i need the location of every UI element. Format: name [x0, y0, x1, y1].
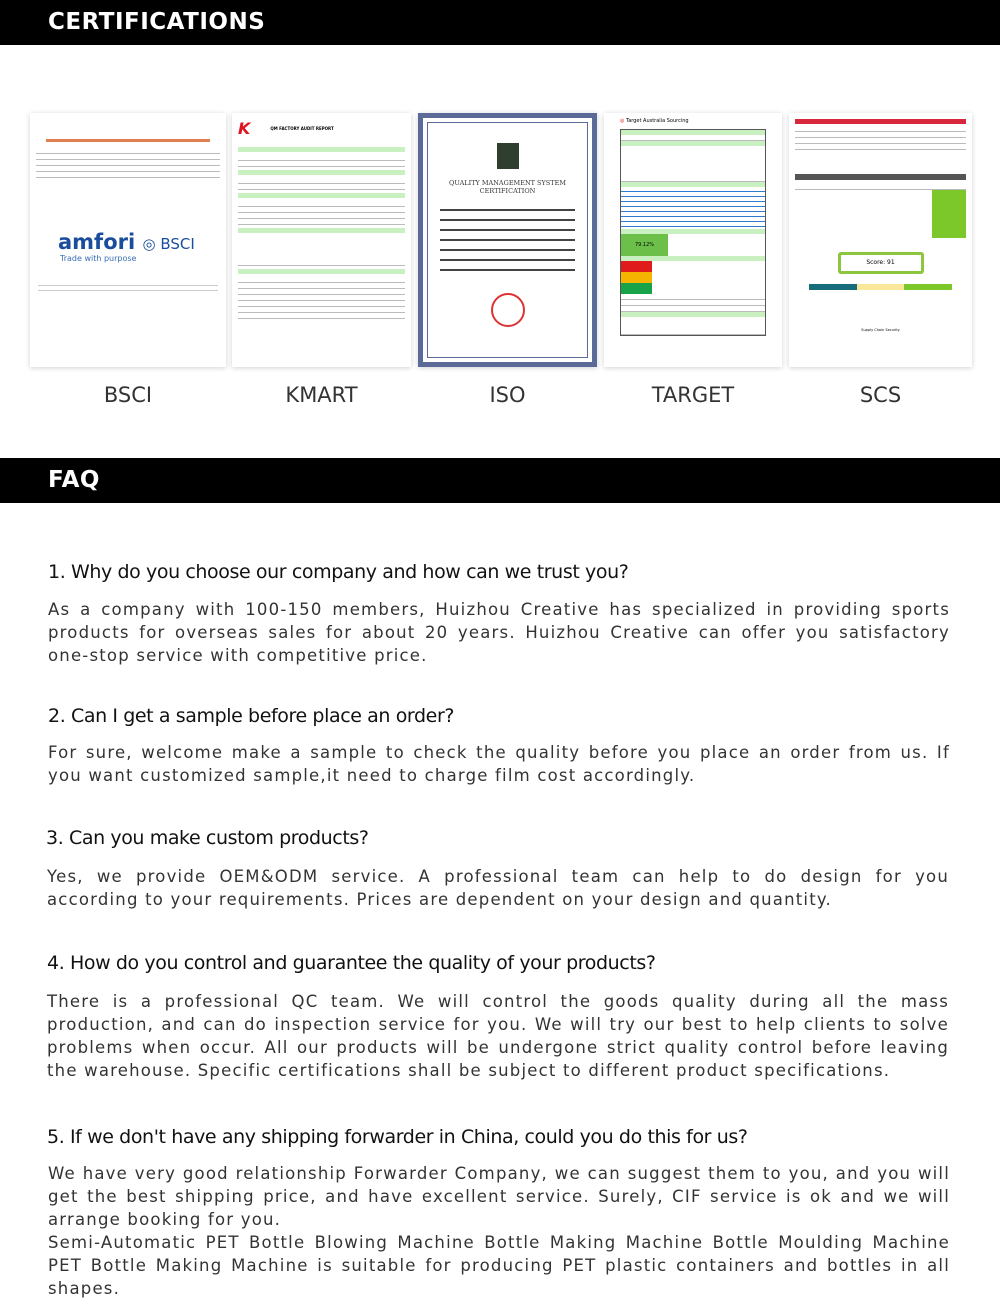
faq-answer-5-text: We have very good relationship Forwarder Company, we can suggest them to you, and you will get the best shipping price, and have excellent service. Surely, CIF service is ok and we will arrange booking for you.	[48, 1164, 950, 1229]
faq-question-2: 2. Can I get a sample before place an order?	[48, 705, 455, 727]
target-certificate-image: ◎ Target Australia Sourcing 79.12%	[604, 113, 782, 367]
iso-label: ISO	[489, 383, 526, 407]
faq-answer-5	[48, 1162, 950, 1300]
amfori-logo: amfori ◎ BSCI	[58, 230, 195, 254]
faq-answer-4: There is a professional QC team. We will control the goods quality during all the mass production, and can do inspection service for you. We will try our best to help clients to solve problems when occur. All our products will be undergone strict quality control before leaving the warehouse. Specific certifications shall be subject to different product specifications.	[47, 992, 949, 1080]
faq-question-1: 1. Why do you choose our company and how can we trust you?	[48, 561, 629, 583]
faq-question-5: 5. If we don't have any shipping forwarder in China, could you do this for us?	[47, 1126, 748, 1148]
bsci-certificate-image: amfori ◎ BSCI Trade with purpose	[30, 113, 226, 367]
certifications-header: CERTIFICATIONS	[0, 0, 1000, 45]
faq-answer-3: Yes, we provide OEM&ODM service. A professional team can help to do design for you according to your requirements. Prices are dependent on your design and quantity.	[47, 867, 949, 909]
target-label: TARGET	[651, 383, 735, 407]
scs-certificate-image: Score: 91 Supply Chain Security	[789, 113, 972, 367]
faq-question-3: 3. Can you make custom products?	[46, 827, 369, 849]
kmart-label: KMART	[285, 383, 358, 407]
faq-answer-2: For sure, welcome make a sample to check the quality before you place an order from us. If you want customized sample,it need to charge film cost accordingly.	[48, 743, 950, 785]
faq-question-4: 4. How do you control and guarantee the quality of your products?	[47, 952, 656, 974]
scs-label: SCS	[859, 383, 902, 407]
faq-answer-5-extra: Semi-Automatic PET Bottle Blowing Machine Bottle Making Machine Bottle Moulding Machine PET Bottle Making Machine is suitable for producing PET plastic containers and bottles in all shapes.	[48, 1233, 950, 1298]
faq-answer-1: As a company with 100-150 members, Huizhou Creative has specialized in providing sports products for overseas sales for about 20 years. Huizhou Creative can offer you satisfactory one-stop service with competitive price.	[48, 600, 950, 665]
bsci-label: BSCI	[103, 383, 153, 407]
iso-certificate-image: QUALITY MANAGEMENT SYSTEM CERTIFICATION	[418, 113, 597, 367]
faq-header: FAQ	[0, 458, 1000, 503]
kmart-certificate-image: K QM FACTORY AUDIT REPORT	[232, 113, 411, 367]
